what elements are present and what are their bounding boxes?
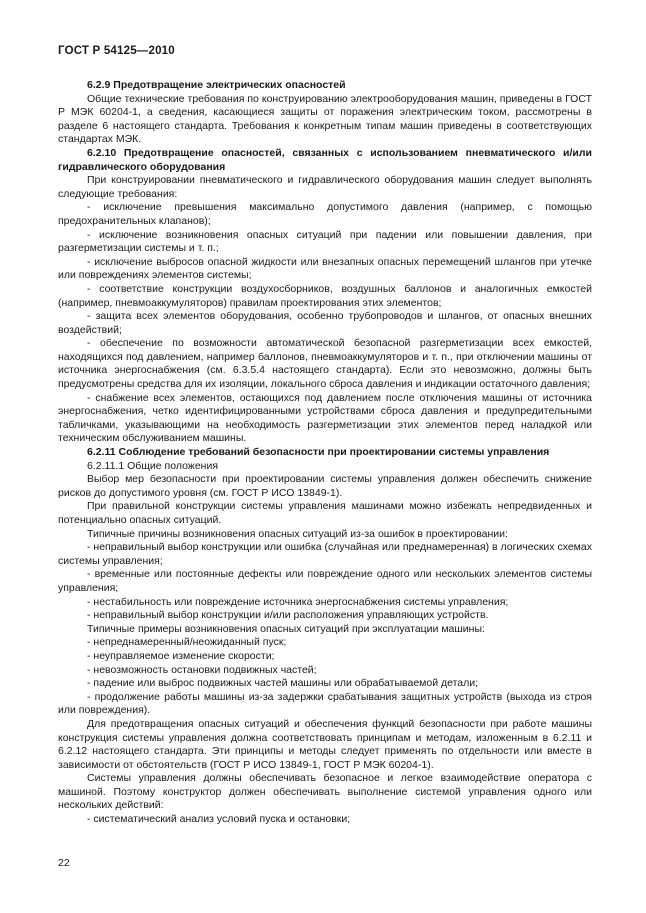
paragraph: Для предотвращения опасных ситуаций и обеспечения функций безопасности при работе машины конструкция системы управления должна соответствовать принципам и методам, изложенным в 6.2.11 и 6.2.12 настоящего стандарта. Эти принципы и методы следует применять по отдельности или вместе в зависимости от обстоятельств (ГОСТ Р ИСО 13849-1, ГОСТ Р МЭК 60204-1). <box>58 717 592 771</box>
paragraph: Выбор мер безопасности при проектировании системы управления должен обеспечить снижение рисков до допустимого уровня (см. ГОСТ Р ИСО 13849-1). <box>58 473 592 499</box>
paragraph: При конструировании пневматического и гидравлического оборудования машин следует выполнять следующие требования: <box>58 174 592 200</box>
list-item: - неправильный выбор конструкции или ошибка (случайная или преднамеренная) в логических схемах системы управления; <box>58 541 592 567</box>
paragraph: Типичные причины возникновения опасных ситуаций из-за ошибок в проектировании: <box>87 527 508 540</box>
list-item: - падение или выброс подвижных частей машины или обрабатываемой детали; <box>87 677 479 690</box>
paragraph: При правильной конструкции системы управления машинами можно избежать непредвиденных и потенциально опасных ситуаций. <box>58 500 592 526</box>
list-item: - обеспечение по возможности автоматической безопасной разгерметизации всех емкостей, находящихся под давлением, например баллонов, пневмоаккумуляторов и т. п., при отключении машины от источника энергоснабжения (см. 6.3.5.4 настоящего стандарта). Если это невозможно, должны быть предусмотрены средства для их изоляции, локального сброса давления и индикации остаточного давления; <box>58 337 592 391</box>
list-item: - защита всех элементов оборудования, особенно трубопроводов и шлангов, от опасных внешних воздействий; <box>58 310 592 336</box>
standard-header: ГОСТ Р 54125—2010 <box>58 45 175 57</box>
section-heading: 6.2.10 Предотвращение опасностей, связанных с использованием пневматического и/или гидравлического оборудования <box>58 146 592 173</box>
list-item: - непреднамеренный/неожиданный пуск; <box>87 636 287 649</box>
paragraph: Системы управления должны обеспечивать безопасное и легкое взаимодействие оператора с машиной. Поэтому конструктор должен обеспечивать выполнение системой управления одного или нескольких действий: <box>58 772 592 812</box>
paragraph: Типичные примеры возникновения опасных ситуаций при эксплуатации машины: <box>87 622 485 635</box>
list-item: - нестабильность или повреждение источника энергоснабжения системы управления; <box>87 595 509 608</box>
list-item: - невозможность остановки подвижных частей; <box>87 663 317 676</box>
list-item: - систематический анализ условий пуска и остановки; <box>87 813 351 826</box>
list-item: - временные или постоянные дефекты или повреждение одного или нескольких элементов системы управления; <box>58 568 592 594</box>
list-item: - соответствие конструкции воздухосборников, воздушных баллонов и аналогичных емкостей (например, пневмоаккумуляторов) правилам проектирования этих элементов; <box>58 282 592 309</box>
list-item: - исключение превышения максимально допустимого давления (например, с помощью предохранительных клапанов); <box>58 201 592 227</box>
page-number: 22 <box>58 857 70 869</box>
paragraph: Общие технические требования по конструированию электрооборудования машин, приведены в ГОСТ Р МЭК 60204-1, а сведения, касающиеся защиты от поражения электрическим током, рассмотрены в разделе 6 настоящего стандарта. Требования к конкретным типам машин приведены в соответствующих стандартах МЭК. <box>58 92 592 146</box>
list-item: - исключение выбросов опасной жидкости или внезапных опасных перемещений шлангов при утечке или повреждениях элементов системы; <box>58 255 592 282</box>
list-item: - исключение возникновения опасных ситуаций при падении или повышении давления, при разгерметизации системы и т. п.; <box>58 228 592 255</box>
section-heading: 6.2.11 Соблюдение требований безопасности при проектировании системы управления <box>87 446 550 459</box>
section-heading: 6.2.9 Предотвращение электрических опасностей <box>87 79 346 91</box>
list-item: - неправильный выбор конструкции и/или расположения управляющих устройств. <box>87 609 489 622</box>
document-body <box>58 79 592 827</box>
list-item: - продолжение работы машины из-за задержки срабатывания защитных устройств (выхода из строя или повреждения). <box>58 690 592 717</box>
list-item: - снабжение всех элементов, остающихся под давлением после отключения машины от источника энергоснабжения, четко идентифицированными устройствами сброса давления и предупредительными табличками, указывающими на необходимость разгерметизации этих элементов перед наладкой или техническим обслуживанием машины. <box>58 391 592 445</box>
subsection-heading: 6.2.11.1 Общие положения <box>87 459 219 472</box>
list-item: - неуправляемое изменение скорости; <box>87 649 275 662</box>
